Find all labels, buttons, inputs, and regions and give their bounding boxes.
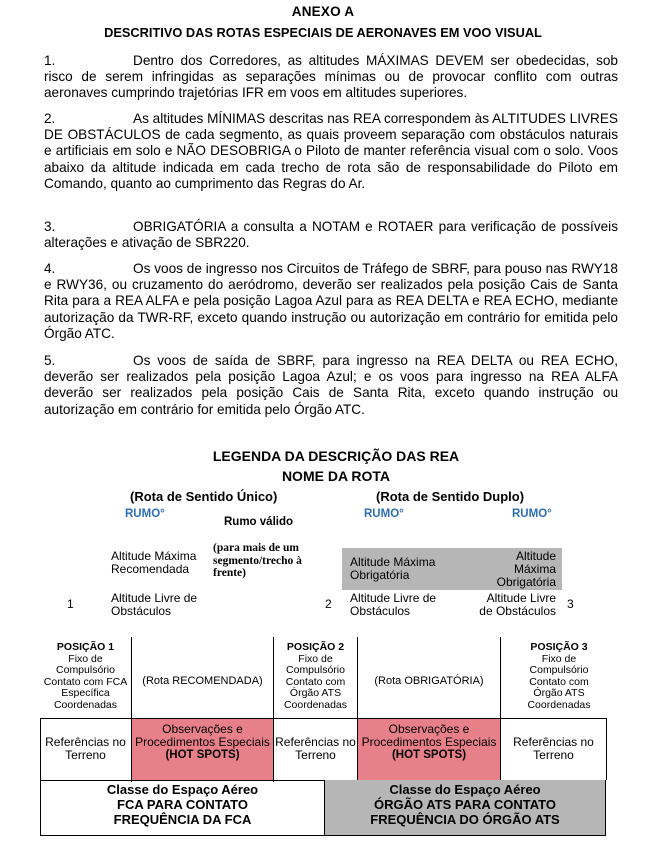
alt-livre-obstaculos-1: Altitude Livre de Obstáculos <box>111 591 198 618</box>
position-2-block <box>274 642 357 711</box>
rumo-label-1: RUMO° <box>125 508 165 520</box>
double-way-label: (Rota de Sentido Duplo) <box>376 489 525 504</box>
position-2-text: Fixo de Compulsório Contato com Órgão ATS Coordenadas <box>283 652 348 711</box>
rumo-label-3: RUMO° <box>512 508 552 520</box>
classe-label: Classe do Espaço Aéreo <box>106 782 259 797</box>
referencias-label: Referências no Terreno <box>513 735 594 762</box>
alt-max-obrigatoria-right: Altitude Máxima Obrigatória <box>496 549 556 589</box>
hot-spots-label: (HOT SPOTS) <box>165 749 240 761</box>
orgao-contato-label: ÓRGÃO ATS PARA CONTATO <box>374 797 556 812</box>
position-3-text: Fixo de Compulsório Contato com Órgão ATS Coordenadas <box>527 652 591 711</box>
paragraph-text: Os voos de saída de SBRF, para ingresso na REA DELTA ou REA ECHO, deverão ser realizados pela posição Lagoa Azul; e os voos para ingresso na REA ALFA deverão ser realizados pela posição Cais de Santa Rita, exceto quando instrução ou autorização em contrário for emitida pelo Órgão ATC. <box>44 353 618 417</box>
position-1-text: Fixo de Compulsório Contato com FCA Específica Coordenadas <box>43 652 128 711</box>
paragraph-text: As altitudes MÍNIMAS descritas nas REA correspondem às ALTITUDES LIVRES DE OBSTÁCULOS de cada segmento, as quais proveem separação com obstáculos naturais e artificiais em solo e NÃO DESOBRIGA o Piloto de manter referência visual com o solo. Voos abaixo da altitude indicada em cada trecho de rota são de responsabilidade do Piloto em Comando, quanto ao cumprimento das Regras do Ar. <box>44 111 618 191</box>
observacoes-label: Observações e Procedimentos Especiais <box>135 722 270 749</box>
position-1-title: POSIÇÃO 1 <box>56 641 115 653</box>
divider-line <box>606 718 607 780</box>
observacoes-label: Observações e Procedimentos Especiais <box>361 722 497 749</box>
hot-spot-cell-2 <box>358 719 500 780</box>
legend-title: LEGENDA DA DESCRIÇÃO DAS REA <box>212 448 460 464</box>
alt-livre-obstaculos-2: Altitude Livre de Obstáculos <box>350 591 437 618</box>
route-name-label: NOME DA ROTA <box>281 468 391 484</box>
rumo-label-2: RUMO° <box>364 508 404 520</box>
referencias-cell-1 <box>40 718 131 780</box>
paragraph-number: 3. <box>44 219 56 234</box>
position-2-title: POSIÇÃO 2 <box>286 641 345 653</box>
paragraph-number: 1. <box>44 53 56 68</box>
alt-max-recomendada: Altitude Máxima Recomendada <box>111 549 197 576</box>
annex-title: ANEXO A <box>291 4 355 19</box>
paragraph-number: 5. <box>44 353 56 368</box>
hot-spot-cell-1 <box>132 719 273 780</box>
position-3-title: POSIÇÃO 3 <box>530 641 588 653</box>
alt-max-obrigatoria-left: Altitude Máxima Obrigatória <box>350 555 436 582</box>
rota-recomendada-label: (Rota RECOMENDADA) <box>142 675 263 687</box>
referencias-label: Referências no Terreno <box>275 735 356 762</box>
fca-freq-label: FREQUÊNCIA DA FCA <box>113 812 252 827</box>
position-3-block <box>515 642 603 711</box>
hot-spots-label: (HOT SPOTS) <box>391 749 467 761</box>
paragraph-3 <box>44 219 618 251</box>
alt-livre-obstaculos-3: Altitude Livre de Obstáculos <box>479 591 556 618</box>
fca-contato-label: FCA PARA CONTATO <box>117 797 248 812</box>
paragraph-text: Os voos de ingresso nos Circuitos de Tráfego de SBRF, para pouso nas RWY18 e RWY36, ou cruzamento do aeródromo, deverão ser realizados pela posição Cais de Santa Rita para a REA ALFA e pela posição Lagoa Azul para as REA DELTA e REA ECHO, mediante autorização da TWR-RF, exceto quando instrução ou autorização em contrário for emitida pelo Órgão ATC. <box>44 261 618 341</box>
paragraph-1 <box>44 53 618 102</box>
paragraph-4 <box>44 261 618 342</box>
rota-obrigatoria-label: (Rota OBRIGATÓRIA) <box>374 675 484 687</box>
document-subtitle: DESCRITIVO DAS ROTAS ESPECIAIS DE AERONAVES EM VOO VISUAL <box>104 25 542 40</box>
fca-class-cell <box>40 780 325 836</box>
orgao-freq-label: FREQUÊNCIA DO ÓRGÃO ATS <box>370 812 560 827</box>
orgao-class-cell <box>325 780 606 836</box>
paragraph-number: 2. <box>44 111 56 126</box>
single-way-label: (Rota de Sentido Único) <box>130 489 278 504</box>
paragraph-2 <box>44 111 618 192</box>
paragraph-5 <box>44 353 618 418</box>
position-number-2: 2 <box>325 597 332 611</box>
position-1-block <box>40 642 131 711</box>
referencias-cell-2 <box>274 718 357 780</box>
classe-label: Classe do Espaço Aéreo <box>389 782 541 797</box>
rumo-valido-label: Rumo válido <box>224 516 294 528</box>
referencias-cell-3 <box>501 718 606 780</box>
paragraph-number: 4. <box>44 261 56 276</box>
para-mais-note: (para mais de um segmento/trecho à frente) <box>213 542 302 579</box>
referencias-label: Referências no Terreno <box>45 735 126 762</box>
position-number-1: 1 <box>67 597 74 611</box>
position-number-3: 3 <box>567 597 574 611</box>
paragraph-text: OBRIGATÓRIA a consulta a NOTAM e ROTAER para verificação de possíveis alterações e ativação de SBR220. <box>44 219 618 251</box>
paragraph-text: Dentro dos Corredores, as altitudes MÁXIMAS DEVEM ser obedecidas, sob risco de serem infringidas as separações mínimas ou de provocar conflito com outras aeronaves cumprindo trajetórias IFR em voos em altitudes superiores. <box>44 53 618 101</box>
